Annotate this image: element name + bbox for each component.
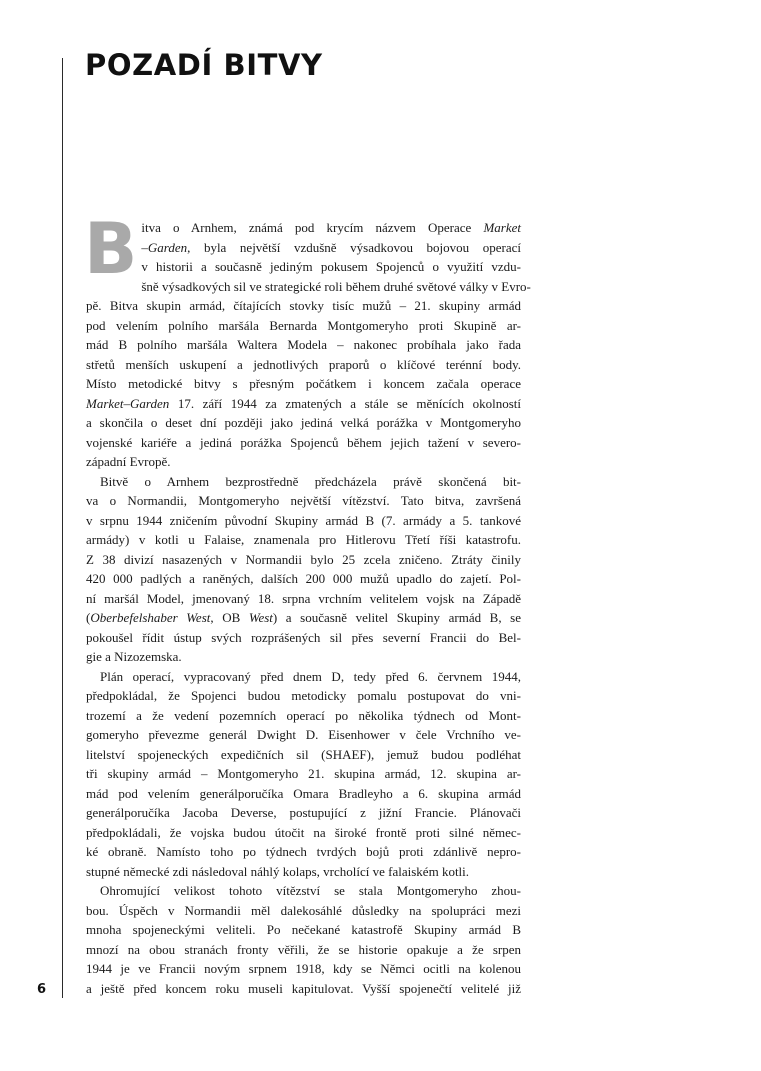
margin-rule xyxy=(62,58,63,998)
line-text: tři skupiny armád – Montgomeryho 21. skupina armád, 12. skupina ar- xyxy=(86,766,521,781)
text-line xyxy=(86,725,521,745)
text-line xyxy=(86,296,521,316)
text-line xyxy=(86,316,521,336)
line-text: v historii a současně jediným pokusem Spojenců o využití vzdu- xyxy=(141,259,521,274)
line-text: , byla největší vzdušně výsadkovou bojovou operací xyxy=(187,239,521,255)
text-line xyxy=(86,608,521,628)
line-text: mnoha spojeneckými veliteli. Po nečekané katastrofě Skupiny armád B xyxy=(86,922,521,937)
line-text: ké obraně. Namísto toho po týdnech tvrdých bojů proti zdánlivě nepro- xyxy=(86,844,521,859)
line-text: a ještě před koncem roku museli kapitulovat. Vyšší spojenečtí velitelé již xyxy=(86,980,521,996)
text-line xyxy=(86,881,521,901)
line-text: gie a Nizozemska. xyxy=(86,649,182,664)
line-text: 420 000 padlých a raněných, dalších 200 000 mužů upadlo do zajetí. Pol- xyxy=(86,571,521,586)
line-text: , OB xyxy=(210,610,249,625)
line-text: generálporučíka Jacoba Deverse, postupující z jižní Francie. Plánovači xyxy=(86,805,521,820)
line-text: vojenské kariéře a jediná porážka Spojenců během jejich tažení v severo- xyxy=(86,434,521,450)
italic-text: West xyxy=(248,610,273,625)
line-text: pod velením polního maršála Bernarda Montgomeryho proti Skupině ar- xyxy=(86,317,521,333)
text-line xyxy=(86,335,521,355)
text-line xyxy=(86,764,521,784)
body-text xyxy=(84,208,531,998)
text-line xyxy=(86,784,521,804)
text-line xyxy=(86,472,521,492)
text-line xyxy=(86,862,521,882)
line-text: v srpnu 1944 zničením původní Skupiny armád B (7. armády a 5. tankové xyxy=(86,512,521,528)
line-text: Místo metodické bitvy s přesným počátkem i koncem začala operace xyxy=(86,376,521,391)
page-number: 6 xyxy=(37,982,47,997)
line-text: pě. Bitva skupin armád, čítajících stovky tisíc mužů – 21. skupiny armád xyxy=(86,298,521,313)
line-text: mád B polního maršála Waltera Modela – nakonec probíhala jako řada xyxy=(86,337,521,352)
text-line xyxy=(86,803,521,823)
line-text: trozemí a že vedení pozemních operací po několika týdnech od Mont- xyxy=(86,707,521,723)
italic-text: Market xyxy=(483,220,521,235)
line-text: západní Evropě. xyxy=(86,454,171,469)
text-line xyxy=(86,433,521,453)
line-text: Z 38 divizí nasazených v Normandii bylo 25 zcela zničeno. Ztráty činily xyxy=(86,551,521,567)
line-text: stupné německé zdi následoval náhlý kolaps, vrcholící ve falaiském kotli. xyxy=(86,863,470,879)
line-text: 1944 je ve Francii novým srpnem 1918, kdy se Němci ocitli na kolenou xyxy=(86,961,521,976)
line-text: mnozí na obou stranách fronty věřili, že se historie opakuje a že srpen xyxy=(86,941,521,957)
line-text: ) a současně velitel Skupiny armád B, se xyxy=(272,610,521,625)
text-line xyxy=(129,218,521,238)
text-line xyxy=(86,355,521,375)
text-line xyxy=(86,550,521,570)
line-text: šně výsadkových sil ve strategické roli během druhé světové války v Evro- xyxy=(141,278,531,294)
italic-text: Garden xyxy=(147,239,188,255)
line-text: Ohromující velikost tohoto vítězství se stala Montgomeryho zhou- xyxy=(100,883,521,898)
text-line xyxy=(129,257,521,277)
text-line xyxy=(86,940,521,960)
line-text: 17. září 1944 za zmatených a stále se měnících okolností xyxy=(169,395,521,411)
text-line xyxy=(86,706,521,726)
text-line xyxy=(86,823,521,843)
text-line xyxy=(86,511,521,531)
text-line xyxy=(86,394,521,414)
line-text: a skončila o deset dní později jako jediná velká porážka v Montgomeryho xyxy=(86,415,521,430)
text-line xyxy=(86,686,521,706)
text-line xyxy=(86,628,521,648)
line-text: Bitvě o Arnhem bezprostředně předcházela právě skončená bit- xyxy=(100,473,521,489)
text-line xyxy=(86,842,521,862)
line-text: – xyxy=(141,239,148,255)
drop-cap: B xyxy=(84,208,138,290)
line-text: předpokládal, že Spojenci budou metodicky pomalu postupovat do vni- xyxy=(86,688,521,703)
line-text: střetů menších uskupení a jednotlivých praporů o klíčové terénní body. xyxy=(86,356,521,372)
italic-text: Oberbefelshaber West xyxy=(90,610,211,625)
text-line xyxy=(86,745,521,765)
line-text: itva o Arnhem, známá pod krycím názvem Operace xyxy=(141,220,484,235)
line-text: pokoušel řídit ústup svých rozprášených sil přes severní Francii do Bel- xyxy=(86,629,521,645)
line-text: Plán operací, vypracovaný před dnem D, tedy před 6. červnem 1944, xyxy=(100,668,521,684)
italic-text: Market–Garden xyxy=(86,395,170,411)
line-text: armády) v kotli u Falaise, znamenala pro Hitlerovu Třetí říši katastrofu. xyxy=(86,532,521,547)
text-line xyxy=(86,413,521,433)
line-text: ( xyxy=(86,610,91,625)
line-text: litelství spojeneckých expedičních sil (SHAEF), jemuž budou podléhat xyxy=(86,746,521,762)
line-text: ní maršál Model, jmenovaný 18. srpna vrchním velitelem vojsk na Západě xyxy=(86,590,521,606)
text-line xyxy=(86,920,521,940)
line-text: bou. Úspěch v Normandii měl dalekosáhlé důsledky na spolupráci mezi xyxy=(86,902,521,918)
text-line xyxy=(129,238,521,258)
text-line xyxy=(86,530,521,550)
text-line xyxy=(86,959,521,979)
text-line xyxy=(86,569,521,589)
line-text: va o Normandii, Montgomeryho největší vítězství. Tato bitva, završená xyxy=(86,493,521,508)
text-line xyxy=(86,667,521,687)
line-text: mád pod velením generálporučíka Omara Bradleyho a 6. skupina armád xyxy=(86,785,521,801)
line-text: gomeryho převezme generál Dwight D. Eisenhower v čele Vrchního ve- xyxy=(86,727,521,742)
text-line xyxy=(86,277,531,297)
page-title: POZADÍ BITVY xyxy=(85,48,323,82)
text-line xyxy=(86,901,521,921)
text-line xyxy=(86,589,521,609)
text-line xyxy=(86,647,521,667)
text-line xyxy=(86,491,521,511)
text-line xyxy=(86,374,521,394)
text-line xyxy=(86,452,521,472)
text-line xyxy=(86,979,521,999)
line-text: předpokládali, že vojska budou útočit na široké frontě proti silné němec- xyxy=(86,824,521,840)
